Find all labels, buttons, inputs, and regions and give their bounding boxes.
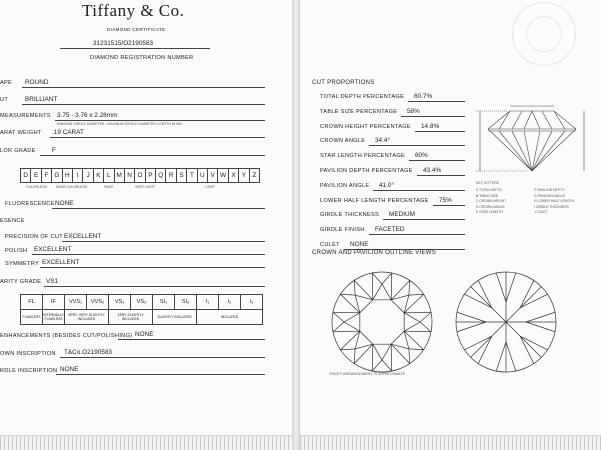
color-scale-cell: G [52,169,62,183]
clarity-scale-cell: VVS₂ [87,295,109,310]
color-scale-cell: W [218,169,228,183]
fluorescence-value: NONE [55,200,74,207]
crown-inscription-label: OWN INSCRIPTION [0,351,56,357]
brand-logo: Tiffany & Co. [82,1,185,20]
proportion-value: 41.0° [379,181,394,189]
clarity-group-vs: VERY SLIGHTLY INCLUDED [109,310,153,325]
proportion-label: PAVILION ANGLE [320,182,370,189]
clarity-scale [20,294,263,325]
clarity-scale-cell: I₃ [241,295,263,310]
proportion-label: CROWN ANGLE [320,138,366,145]
color-scale-cell: J [83,169,93,183]
proportion-label: TABLE SIZE PERCENTAGE [320,108,398,115]
outline-views-title: CROWN AND PAVILION OUTLINE VIEWS [312,250,437,256]
key-letter-item: A TOTAL DEPTH [476,188,502,192]
clarity-scale-cell: FL [21,295,43,310]
registration-label: DIAMOND REGISTRATION NUMBER [90,55,194,61]
color-scale-cell: L [104,169,114,183]
color-scale-cell: S [176,169,186,183]
crown-inscription-value: T&Co.O2190583 [64,349,112,356]
certificate-left-page [0,0,292,450]
clarity-scale-cell: I₁ [197,295,219,310]
measurements-label: MEASUREMENTS [0,113,51,119]
proportion-label: PAVILION DEPTH PERCENTAGE [320,168,413,174]
carat-value: .19 CARAT [52,129,84,136]
presence-label: ESENCE [0,218,25,224]
crown-outline-view-icon [328,268,436,376]
color-label: LOR GRADE [0,148,36,154]
color-scale-cell: F [41,169,51,183]
proportion-value: 14.8% [421,122,440,130]
clarity-group-si: SLIGHTLY INCLUDED [153,310,197,325]
carat-label: ARAT WEIGHT [0,130,42,136]
page-edge-fringe [0,435,292,450]
binding-gutter [292,0,300,450]
color-scale-cell: V [208,169,218,183]
key-letter-item: F PAVILION DEPTH [534,188,565,192]
color-scale-cell: M [114,169,124,183]
diamond-profile-diagram-icon [472,103,590,175]
color-group-near-colorless: NEAR COLORLESS [56,185,88,189]
measurements-note: MINIMUM GIRDLE DIAMETER - MAXIMUM GIRDLE DIAMETER x DEPTH IN MM [57,122,182,126]
clarity-scale-cell: VVS₁ [65,295,87,310]
key-letter-item: H LOWER HALF LENGTH [534,199,575,204]
key-letters-title: KEY LETTERS [476,181,499,185]
color-scale-cell: R [166,169,176,183]
clarity-scale-cell: VS₂ [131,295,153,310]
facet-arrangement-note: FACET ARRANGEMENT IS APPROXIMATE [330,372,406,376]
shape-label: APE [0,80,13,86]
key-letter-item: C CROWN HEIGHT [476,199,507,204]
key-letter-item: E STAR LENGTH [476,210,503,215]
color-scale [20,168,260,183]
color-group-faint: FAINT [104,185,114,189]
certificate-right-page [300,0,601,450]
color-scale-cell: Y [239,169,249,183]
polish-value: EXCELLENT [34,246,72,253]
shape-value: ROUND [25,79,49,86]
key-letter-item: J CULET [534,210,548,215]
color-group-very-light: VERY LIGHT [135,185,156,189]
proportion-value: 75% [439,196,452,204]
fluorescence-label: FLUORESCENCE [5,201,55,207]
clarity-group-internally-flawless: INTERNALLY FLAWLESS [43,310,65,325]
clarity-scale-cell: VS₁ [109,295,131,310]
color-scale-cell: Q [156,169,166,183]
cut-label: UT [0,97,9,103]
proportion-label: LOWER HALF LENGTH PERCENTAGE [320,197,429,204]
color-scale-cell: N [124,169,134,183]
clarity-scale-cell: SI₂ [175,295,197,310]
cut-proportions-title: CUT PROPORTIONS [312,80,375,86]
clarity-scale-cell: I₂ [219,295,241,310]
color-scale-cell: U [197,169,207,183]
cut-value: BRILLIANT [25,96,58,103]
symmetry-label: SYMMETRY [5,261,39,267]
certificate-title: DIAMOND CERTIFICATE [107,27,166,32]
girdle-inscription-label: RDLE INSCRIPTION [0,368,58,374]
proportion-label: CROWN HEIGHT PERCENTAGE [320,123,411,130]
precision-label: PRECISION OF CUT [5,234,63,240]
proportion-value: 60% [415,152,428,160]
color-group-colorless: COLORLESS [26,185,47,189]
color-scale-cell: K [93,169,103,183]
proportion-label: GIRDLE THICKNESS [320,212,380,219]
page-edge-fringe [300,435,601,450]
key-letter-item: I GIRDLE THICKNESS [534,204,569,209]
symmetry-value: EXCELLENT [42,259,80,266]
clarity-scale-cell: SI₁ [153,295,175,310]
polish-label: POLISH [5,248,28,254]
color-scale-cell: D [21,169,31,183]
proportion-value: MEDIUM [389,211,415,219]
color-scale-cell: O [135,169,145,183]
clarity-group-included: INCLUDED [197,310,263,325]
proportion-value: 58% [407,107,420,115]
color-group-light: LIGHT [205,185,215,189]
color-scale-cell: T [187,169,197,183]
proportion-value: NONE [350,241,369,248]
precision-value: EXCELLENT [64,233,102,240]
proportion-value: FACETED [375,226,405,234]
pavilion-outline-view-icon [452,268,560,376]
proportion-label: CULET [320,242,340,248]
proportion-label: GIRDLE FINISH [320,227,365,234]
key-letter-item: G PAVILION ANGLE [534,193,565,198]
clarity-group-flawless: FLAWLESS [21,310,43,325]
color-scale-cell: I [72,169,82,183]
proportion-label: STAR LENGTH PERCENTAGE [320,153,406,160]
clarity-scale-cell: IF [43,295,65,310]
enhancements-label: ENHANCEMENTS (BESIDES CUT/POLISHING) [0,333,133,339]
proportion-value: 43.4% [423,167,442,174]
measurements-value: 3.75 - 3.76 x 2.28mm [57,112,118,119]
key-letter-item: D CROWN ANGLE [476,204,505,209]
clarity-label: ARITY GRADE [0,279,42,285]
color-scale-cell: P [145,169,155,183]
key-letter-item: B TABLE SIZE [476,193,499,198]
clarity-group-vvs: VERY, VERY SLIGHTLY INCLUDED [65,310,109,325]
color-scale-cell: Z [249,169,259,183]
proportion-value: 34.4° [375,137,390,145]
girdle-inscription-value: NONE [60,366,79,373]
clarity-value: VS1 [46,278,59,285]
color-scale-cell: E [31,169,41,183]
color-scale-cell: X [228,169,238,183]
registration-number: 31231515/O2190583 [93,40,154,47]
color-scale-cell: H [62,169,72,183]
proportion-value: 60.7% [414,93,433,100]
proportion-label: TOTAL DEPTH PERCENTAGE [320,94,405,100]
enhancements-value: NONE [135,331,154,338]
color-value: F [52,147,56,154]
